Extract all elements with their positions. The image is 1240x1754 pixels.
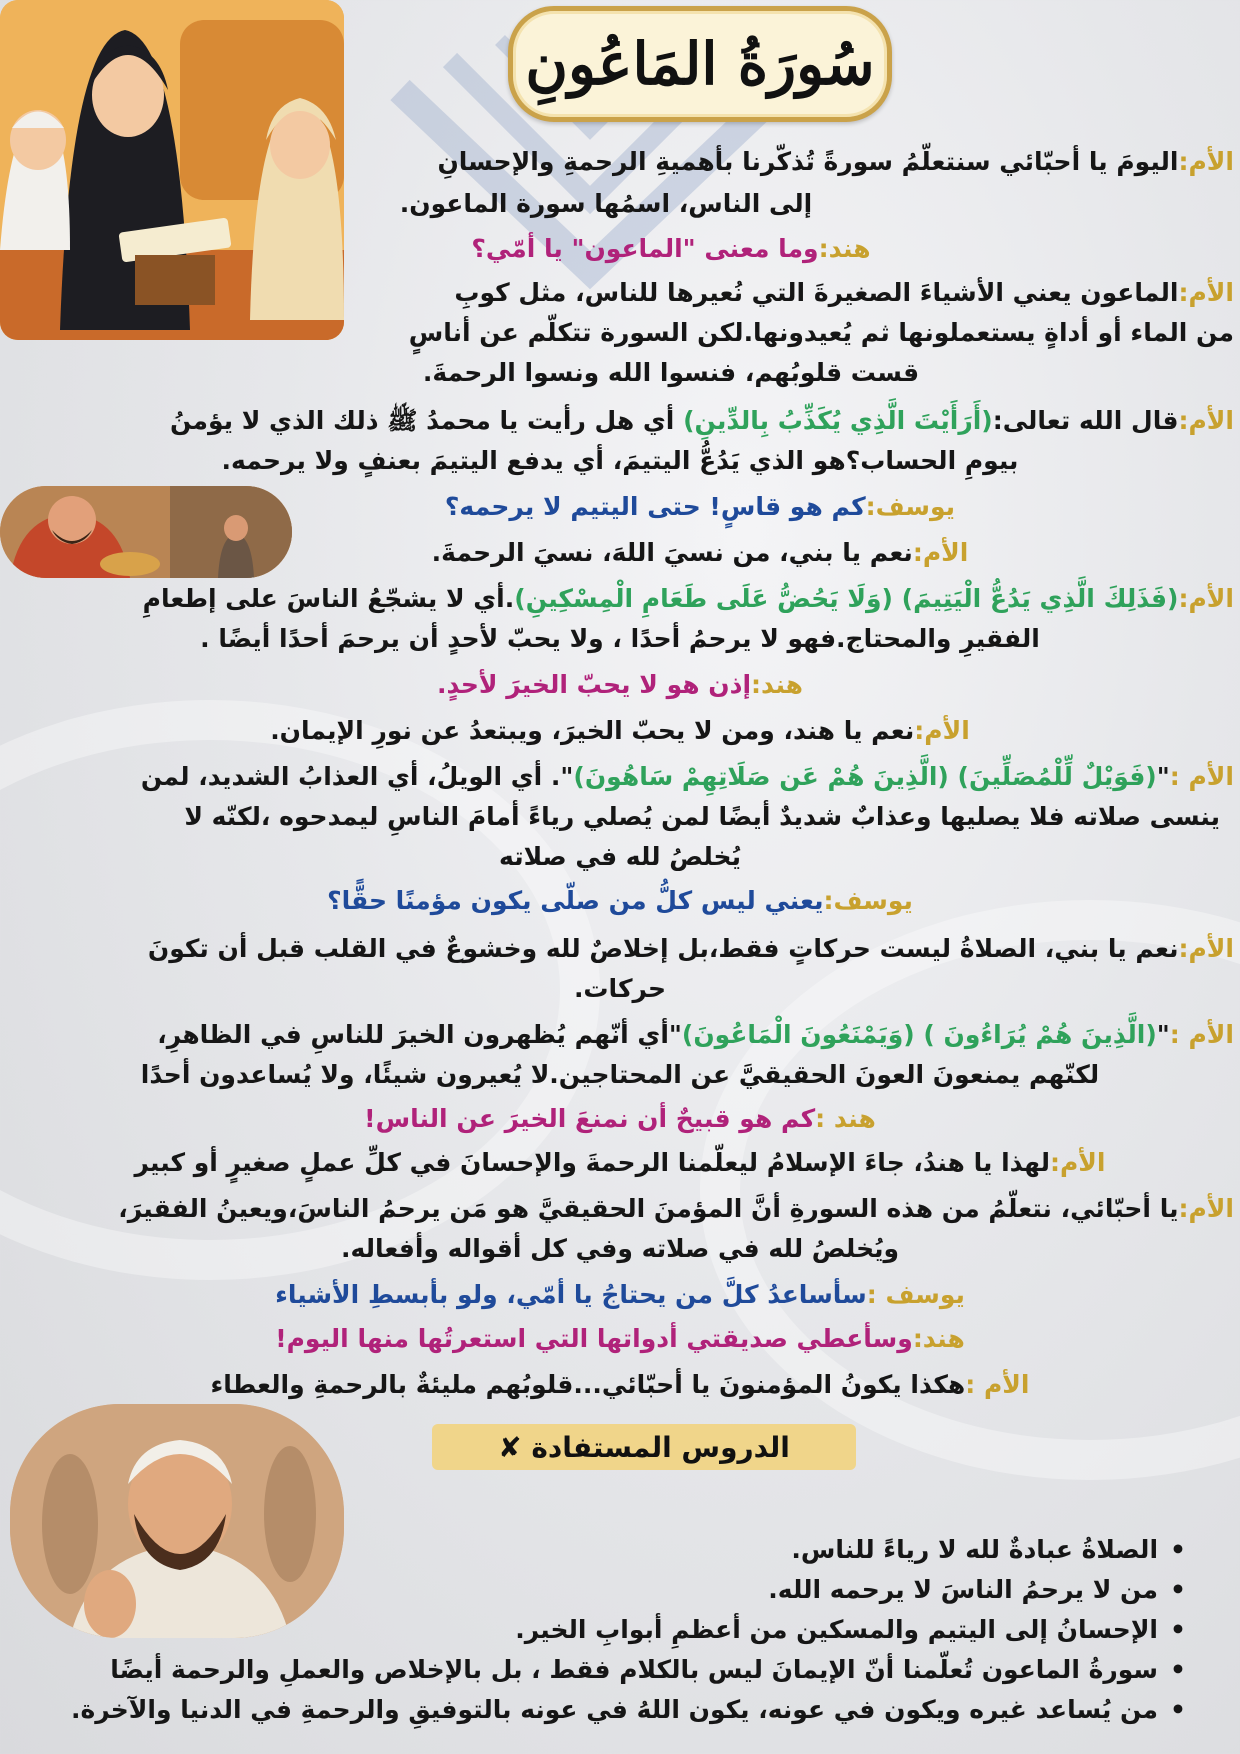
line-text: اليومَ يا أحبّائي سنتعلّمُ سورةً تُذكّرنا بأهميةِ الرحمةِ والإحسانِ (437, 147, 1179, 176)
line-text: إذن هو لا يحبّ الخيرَ لأحدٍ. (436, 670, 752, 699)
line-text: ينسى صلاته فلا يصليها وعذابٌ شديدٌ أيضًا لمن يُصلي رياءً أمامَ الناسِ ليمدحوه ،لكنّه لا (184, 802, 1220, 831)
bullet-dot: • (1170, 1575, 1186, 1604)
dialogue-line (437, 143, 1234, 181)
line-text: كم هو قبيحٌ أن نمنعَ الخيرَ عن الناس! (364, 1104, 816, 1133)
line-text: " (1156, 762, 1170, 791)
dialogue-line (184, 798, 1220, 836)
speaker-label: الأم : (965, 1370, 1030, 1399)
dialogue-line (157, 1016, 1234, 1054)
dialogue-line (200, 882, 1040, 920)
line-text: سأساعدُ كلَّ من يحتاجُ يا أمّي، ولو بأبسطِ الأشياء (275, 1280, 867, 1309)
line-text: ويُخلصُ لله في صلاته وفي كل أقواله وأفعاله. (340, 1234, 900, 1263)
bullet-dot: • (1170, 1615, 1186, 1644)
dialogue-line (200, 1230, 1040, 1268)
speaker-label: الأم: (1178, 406, 1234, 435)
dialogue-line (300, 534, 1100, 572)
dialogue-line (346, 230, 996, 268)
line-text: كم هو قاسٍ! حتى اليتيم لا يرحمه؟ (444, 492, 866, 521)
dialogue-line (346, 354, 996, 392)
speaker-label: هند: (912, 1324, 965, 1353)
speaker-label: الأم: (1049, 1148, 1106, 1177)
speaker-label: الأم: (912, 538, 969, 567)
lesson-text: سورةُ الماعون تُعلّمنا أنّ الإيمانَ ليس بالكلام فقط ، بل بالإخلاص والعملِ والرحمة أيضًا (110, 1655, 1159, 1684)
line-text: يا أحبّائي، نتعلّمُ من هذه السورةِ أنَّ المؤمنَ الحقيقيَّ هو مَن يرحمُ الناسَ،ويعينُ الفقيرَ، (118, 1194, 1179, 1223)
speaker-label: هند : (815, 1104, 876, 1133)
line-text: وسأعطي صديقتي أدواتها التي استعرتُها منها اليوم! (275, 1324, 913, 1353)
praying-man-illustration (10, 1404, 344, 1638)
dialogue-line (100, 442, 1140, 480)
dialogue-line (200, 970, 1040, 1008)
surah-title-plaque (508, 6, 892, 122)
quran-quote: (فَذَلِكَ الَّذِي يَدُعُّ الْيَتِيمَ) (وَلَا يَحُضُّ عَلَى طَعَامِ الْمِسْكِينِ) (514, 584, 1179, 613)
dialogue-line (200, 666, 1040, 704)
dialogue-line (170, 402, 1234, 440)
speaker-label: هند: (751, 670, 804, 699)
dialogue-line (409, 314, 1234, 352)
dialogue-line (454, 274, 1234, 312)
quran-quote: (أَرَأَيْتَ الَّذِي يُكَذِّبُ بِالدِّينِ) (683, 406, 993, 435)
lesson-item (791, 1532, 1186, 1568)
dialogue-line (143, 580, 1234, 618)
lesson-text: من لا يرحمُ الناسَ لا يرحمه الله. (768, 1575, 1159, 1604)
speaker-label: الأم : (1169, 1020, 1234, 1049)
bullet-dot: • (1170, 1655, 1186, 1684)
speaker-label: الأم: (1178, 1194, 1234, 1223)
dialogue-line (200, 1100, 1040, 1138)
dialogue-line (100, 712, 1140, 750)
dialogue-line (60, 1056, 1180, 1094)
line-text: "أي أنّهم يُظهرون الخيرَ للناسِ في الظاهرِ، (157, 1020, 682, 1049)
line-text: نعم يا بني، الصلاةُ ليست حركاتٍ فقط،بل إخلاصٌ لله وخشوعٌ في القلب قبل أن تكونَ (147, 934, 1179, 963)
lessons-title-banner (432, 1424, 856, 1470)
orphan-illustration (0, 486, 292, 578)
line-text: يُخلصُ لله في صلاته (499, 842, 741, 871)
quran-quote: (فَوَيْلٌ لِّلْمُصَلِّينَ) (الَّذِينَ هُمْ عَن صَلَاتِهِمْ سَاهُونَ) (573, 762, 1157, 791)
speaker-label: الأم: (1178, 934, 1234, 963)
dialogue-line (60, 1144, 1180, 1182)
line-text: هكذا يكونُ المؤمنونَ يا أحبّائي...قلوبُهم مليئةٌ بالرحمةِ والعطاء (210, 1370, 966, 1399)
line-text: نعم يا بني، من نسيَ اللهَ، نسيَ الرحمةَ. (431, 538, 913, 567)
bullet-dot: • (1170, 1695, 1186, 1724)
lessons-title: الدروس المستفادة ✘ (498, 1430, 790, 1464)
speaker-label: الأم: (1178, 584, 1234, 613)
speaker-label: يوسف: (865, 492, 956, 521)
dialogue-line (148, 930, 1234, 968)
line-text: من الماء أو أداةٍ يستعملونها ثم يُعيدونها.لكن السورة تتكلّم عن أناسٍ (408, 318, 1234, 347)
line-text: لكنّهم يمنعونَ العونَ الحقيقيَّ عن المحتاجين.لا يُعيرون شيئًا، ولا يُساعدون أحدًا (140, 1060, 1100, 1089)
line-text: الماعون يعني الأشياءَ الصغيرةَ التي نُعيرها للناس، مثل كوبِ (454, 278, 1179, 307)
dialogue-line (100, 1320, 1140, 1358)
line-text: نعم يا هند، ومن لا يحبّ الخيرَ، ويبتعدُ عن نورِ الإيمان. (270, 716, 915, 745)
line-text: .أي لا يشجّعُ الناسَ على إطعامِ (142, 584, 515, 613)
speaker-label: هند: (818, 234, 871, 263)
dialogue-line (118, 1190, 1234, 1228)
lesson-item (515, 1612, 1186, 1648)
speaker-label: الأم: (914, 716, 970, 745)
line-text: إلى الناس، اسمُها سورة الماعون. (399, 189, 813, 218)
line-text: أي هل رأيت يا محمدُ ﷺ ذلك الذي لا يؤمنُ (169, 406, 684, 435)
lesson-text: الإحسانُ إلى اليتيم والمسكين من أعظمِ أبوابِ الخير. (515, 1615, 1159, 1644)
dialogue-line (141, 758, 1234, 796)
speaker-label: يوسف: (823, 886, 913, 915)
dialogue-line (100, 1366, 1140, 1404)
lesson-item (768, 1572, 1186, 1608)
dialogue-line (346, 185, 866, 223)
speaker-label: الأم: (1178, 147, 1234, 176)
line-text: قست قلوبُهم، فنسوا الله ونسوا الرحمةَ. (422, 358, 920, 387)
line-text: يعني ليس كلُّ من صلّى يكون مؤمنًا حقًّا؟ (327, 886, 824, 915)
lesson-text: من يُساعد غيره ويكون في عونه، يكون اللهُ في عونه بالتوفيقِ والرحمةِ في الدنيا والآخرة. (70, 1695, 1159, 1724)
line-text: ". أي الويلُ، أي العذابُ الشديد، لمن (140, 762, 574, 791)
line-text: حركات. (573, 974, 667, 1003)
dialogue-line (200, 838, 1040, 876)
line-text: وما معنى "الماعون" يا أمّي؟ (471, 234, 819, 263)
speaker-label: الأم: (1178, 278, 1234, 307)
line-text: قال الله تعالى: (992, 406, 1179, 435)
surah-title: سُورَةُ المَاعُونِ (525, 30, 875, 98)
dialogue-line (300, 488, 1100, 526)
lesson-text: الصلاةُ عبادةٌ لله لا رياءً للناس. (791, 1535, 1159, 1564)
quran-quote: (الَّذِينَ هُمْ يُرَاءُونَ ) (وَيَمْنَعُونَ الْمَاعُونَ) (681, 1020, 1157, 1049)
speaker-label: الأم : (1169, 762, 1234, 791)
line-text: الفقيرِ والمحتاج.فهو لا يرحمُ أحدًا ، ولا يحبّ لأحدٍ أن يرحمَ أحدًا أيضًا . (200, 624, 1040, 653)
line-text: " (1156, 1020, 1170, 1049)
dialogue-line (100, 1276, 1140, 1314)
speaker-label: يوسف : (866, 1280, 965, 1309)
dialogue-line (100, 620, 1140, 658)
lesson-item (110, 1652, 1186, 1688)
lesson-item (71, 1692, 1186, 1728)
mother-children-illustration (0, 0, 344, 340)
line-text: لهذا يا هندُ، جاءَ الإسلامُ ليعلّمنا الرحمةَ والإحسانَ في كلِّ عملٍ صغيرٍ أو كبير (134, 1148, 1050, 1177)
bullet-dot: • (1170, 1535, 1186, 1564)
line-text: بيومِ الحساب؟هو الذي يَدُعُّ اليتيمَ، أي يدفع اليتيمَ بعنفٍ ولا يرحمه. (221, 446, 1019, 475)
